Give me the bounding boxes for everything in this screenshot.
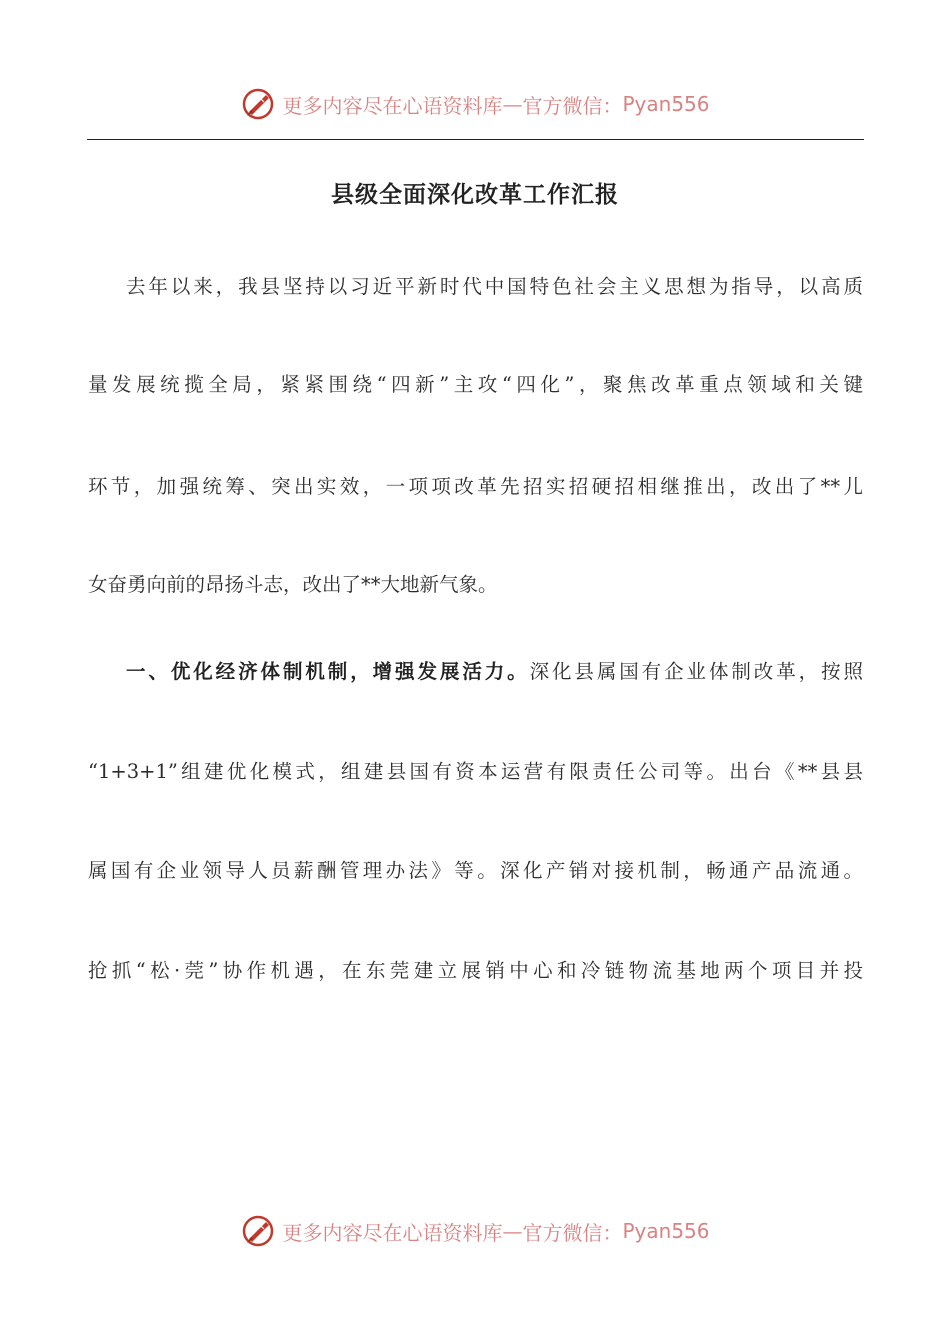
paragraph2-line-1-rest: 深化县属国有企业体制改革，按照	[529, 660, 863, 683]
header-banner	[0, 84, 950, 124]
banner-label: 官方微信：	[522, 93, 623, 118]
quill-logo-icon	[240, 1213, 276, 1249]
paragraph2-line-1	[126, 657, 863, 687]
paragraph1-line-2: 量发展统揽全局，紧紧围绕“四新”主攻“四化”，聚焦改革重点领域和关键	[88, 373, 863, 396]
footer-banner	[0, 1211, 950, 1251]
paragraph2-line-3: 属国有企业领导人员薪酬管理办法》等。深化产销对接机制，畅通产品流通。	[88, 859, 863, 882]
paragraph1-line-4: 女奋勇向前的昂扬斗志，改出了**大地新气象。	[88, 573, 498, 596]
header-rule	[87, 139, 864, 140]
banner-wechat-id: Pyan556	[622, 1219, 710, 1243]
section-heading: 一、优化经济体制机制，增强发展活力。	[126, 660, 530, 683]
paragraph1-line-1: 去年以来，我县坚持以习近平新时代中国特色社会主义思想为指导，以高质	[126, 275, 863, 298]
quill-logo-icon	[240, 86, 276, 122]
banner-text: 更多内容尽在心语资料库	[282, 93, 503, 118]
banner-text: 更多内容尽在心语资料库	[282, 1220, 503, 1245]
banner-label: 官方微信：	[522, 1220, 623, 1245]
document-title: 县级全面深化改革工作汇报	[331, 182, 619, 208]
banner-dash: —	[502, 92, 523, 116]
paragraph2-line-2: “1+3+1”组建优化模式，组建县国有资本运营有限责任公司等。出台《**县县	[88, 760, 863, 783]
paragraph1-line-3: 环节，加强统筹、突出实效，一项项改革先招实招硬招相继推出，改出了**儿	[88, 475, 863, 498]
paragraph2-line-4: 抢抓“松·莞”协作机遇，在东莞建立展销中心和冷链物流基地两个项目并投	[88, 959, 863, 982]
banner-wechat-id: Pyan556	[622, 92, 710, 116]
banner-dash: —	[502, 1219, 523, 1243]
